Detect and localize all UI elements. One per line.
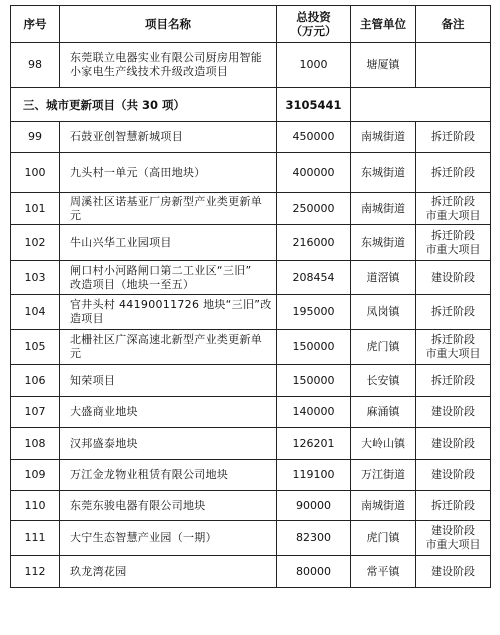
table-row [11, 521, 491, 556]
cell-unit: 大岭山镇 [351, 428, 416, 460]
cell-note [416, 491, 491, 521]
cell-investment: 1000 [277, 43, 351, 88]
cell-project-name [60, 330, 277, 365]
project-name-line: 汉邦盛泰地块 [70, 436, 138, 450]
header-unit: 主管单位 [351, 6, 416, 43]
section-blank-cell [351, 88, 491, 122]
table-row [11, 397, 491, 428]
cell-investment: 90000 [277, 491, 351, 521]
cell-no: 103 [11, 261, 60, 295]
project-name-line: 大宁生态智慧产业园（一期） [70, 531, 217, 544]
cell-no: 101 [11, 193, 60, 225]
cell-no: 108 [11, 428, 60, 460]
cell-note [416, 153, 491, 193]
cell-no: 109 [11, 460, 60, 491]
cell-investment: 140000 [277, 397, 351, 428]
cell-project-name [60, 397, 277, 428]
project-name-line: 大盛商业地块 [70, 405, 138, 418]
cell-unit: 万江街道 [351, 460, 416, 491]
cell-unit: 凤岗镇 [351, 295, 416, 330]
project-name-line: 周溪社区诺基亚厂房新型产业类更新单 [70, 194, 263, 208]
table-row [11, 122, 491, 153]
cell-no: 99 [11, 122, 60, 153]
project-name-line: 玖龙湾花园 [70, 564, 127, 578]
cell-project-name [60, 43, 277, 88]
note-line: 拆迁阶段 [431, 305, 475, 318]
note-line: 拆迁阶段 [431, 228, 475, 242]
cell-note [416, 295, 491, 330]
cell-unit: 东城街道 [351, 153, 416, 193]
note-line: 建设阶段 [431, 270, 475, 284]
cell-unit: 南城街道 [351, 193, 416, 225]
cell-no: 102 [11, 225, 60, 261]
project-name-line: 元 [70, 347, 82, 360]
cell-unit: 东城街道 [351, 225, 416, 261]
cell-investment: 150000 [277, 330, 351, 365]
header-no: 序号 [11, 6, 60, 43]
project-name-line: 九头村一单元（高田地块） [70, 165, 206, 179]
table-row [11, 556, 491, 588]
note-line: 拆迁阶段 [431, 130, 475, 143]
project-name-line: 官井头村 44190011726 地块“三旧”改 [70, 298, 272, 311]
project-name-line: 知荣项目 [70, 373, 116, 387]
cell-note [416, 397, 491, 428]
cell-investment: 250000 [277, 193, 351, 225]
cell-note [416, 460, 491, 491]
project-name-line: 小家电生产线技术升级改造项目 [70, 65, 229, 78]
table-row [11, 365, 491, 397]
cell-project-name [60, 122, 277, 153]
note-line: 市重大项目 [425, 208, 481, 222]
cell-investment: 400000 [277, 153, 351, 193]
cell-project-name [60, 225, 277, 261]
note-line: 拆迁阶段 [431, 333, 475, 346]
note-line: 建设阶段 [431, 468, 475, 481]
cell-no: 105 [11, 330, 60, 365]
section-total-investment: 3105441 [277, 88, 351, 122]
cell-no: 98 [11, 43, 60, 88]
project-name-line: 东莞东骏电器有限公司地块 [70, 498, 206, 512]
table-row [11, 43, 491, 88]
cell-note [416, 261, 491, 295]
document-page [10, 5, 490, 632]
project-name-line: 造项目 [70, 312, 104, 325]
header-note: 备注 [416, 6, 491, 43]
cell-investment: 150000 [277, 365, 351, 397]
project-name-line: 元 [70, 208, 82, 222]
cell-no: 106 [11, 365, 60, 397]
project-name-line: 东莞联立电器实业有限公司厨房用智能 [70, 51, 263, 64]
cell-project-name [60, 295, 277, 330]
cell-note [416, 521, 491, 556]
table-row [11, 225, 491, 261]
note-line: 拆迁阶段 [431, 373, 475, 387]
project-name-line: 改造项目（地块一至五） [70, 277, 195, 291]
note-line: 市重大项目 [425, 242, 481, 256]
header-investment [277, 6, 351, 43]
note-line: 市重大项目 [425, 347, 481, 360]
cell-investment: 216000 [277, 225, 351, 261]
cell-investment: 119100 [277, 460, 351, 491]
cell-unit: 道滘镇 [351, 261, 416, 295]
cell-project-name [60, 460, 277, 491]
cell-investment: 82300 [277, 521, 351, 556]
note-line: 拆迁阶段 [431, 165, 475, 179]
project-name-line: 石鼓亚创智慧新城项目 [70, 130, 183, 143]
cell-no: 104 [11, 295, 60, 330]
header-investment-label: 总投资 [296, 10, 331, 24]
cell-no: 111 [11, 521, 60, 556]
note-line: 建设阶段 [431, 436, 475, 450]
cell-investment: 208454 [277, 261, 351, 295]
cell-note [416, 556, 491, 588]
table-row [11, 460, 491, 491]
header-name: 项目名称 [60, 6, 277, 43]
cell-note [416, 225, 491, 261]
table-header-row [11, 6, 491, 43]
cell-no: 112 [11, 556, 60, 588]
note-line: 建设阶段 [431, 564, 475, 578]
cell-no: 110 [11, 491, 60, 521]
note-line: 建设阶段 [431, 524, 475, 537]
cell-unit: 南城街道 [351, 122, 416, 153]
cell-note [416, 122, 491, 153]
cell-unit: 长安镇 [351, 365, 416, 397]
cell-project-name [60, 428, 277, 460]
cell-unit: 虎门镇 [351, 330, 416, 365]
table-row [11, 261, 491, 295]
cell-unit: 塘厦镇 [351, 43, 416, 88]
cell-unit: 南城街道 [351, 491, 416, 521]
cell-unit: 常平镇 [351, 556, 416, 588]
cell-note [416, 330, 491, 365]
cell-project-name [60, 153, 277, 193]
cell-project-name [60, 491, 277, 521]
section-title: 三、城市更新项目（共 30 项） [11, 88, 277, 122]
table-row [11, 153, 491, 193]
cell-project-name [60, 365, 277, 397]
cell-note [416, 193, 491, 225]
cell-no: 107 [11, 397, 60, 428]
cell-project-name [60, 261, 277, 295]
note-line: 建设阶段 [431, 405, 475, 418]
cell-investment: 450000 [277, 122, 351, 153]
header-investment-unit: （万元） [290, 24, 337, 38]
project-table [10, 5, 491, 588]
section-row [11, 88, 491, 122]
cell-project-name [60, 193, 277, 225]
table-row [11, 428, 491, 460]
cell-unit: 虎门镇 [351, 521, 416, 556]
table-row [11, 491, 491, 521]
cell-project-name [60, 556, 277, 588]
note-line: 拆迁阶段 [431, 194, 475, 208]
cell-investment: 195000 [277, 295, 351, 330]
cell-note [416, 43, 491, 88]
cell-note [416, 365, 491, 397]
project-name-line: 牛山兴华工业园项目 [70, 235, 172, 249]
project-name-line: 闸口村小河路闸口第二工业区“三旧” [70, 263, 252, 277]
table-row [11, 330, 491, 365]
cell-investment: 126201 [277, 428, 351, 460]
cell-note [416, 428, 491, 460]
table-row [11, 193, 491, 225]
cell-no: 100 [11, 153, 60, 193]
table-body [11, 43, 491, 588]
table-row [11, 295, 491, 330]
cell-project-name [60, 521, 277, 556]
note-line: 拆迁阶段 [431, 498, 475, 512]
project-name-line: 万江金龙物业租赁有限公司地块 [70, 468, 229, 481]
note-line: 市重大项目 [425, 538, 481, 551]
cell-investment: 80000 [277, 556, 351, 588]
cell-unit: 麻涌镇 [351, 397, 416, 428]
project-name-line: 北栅社区广深高速北新型产业类更新单 [70, 333, 263, 346]
